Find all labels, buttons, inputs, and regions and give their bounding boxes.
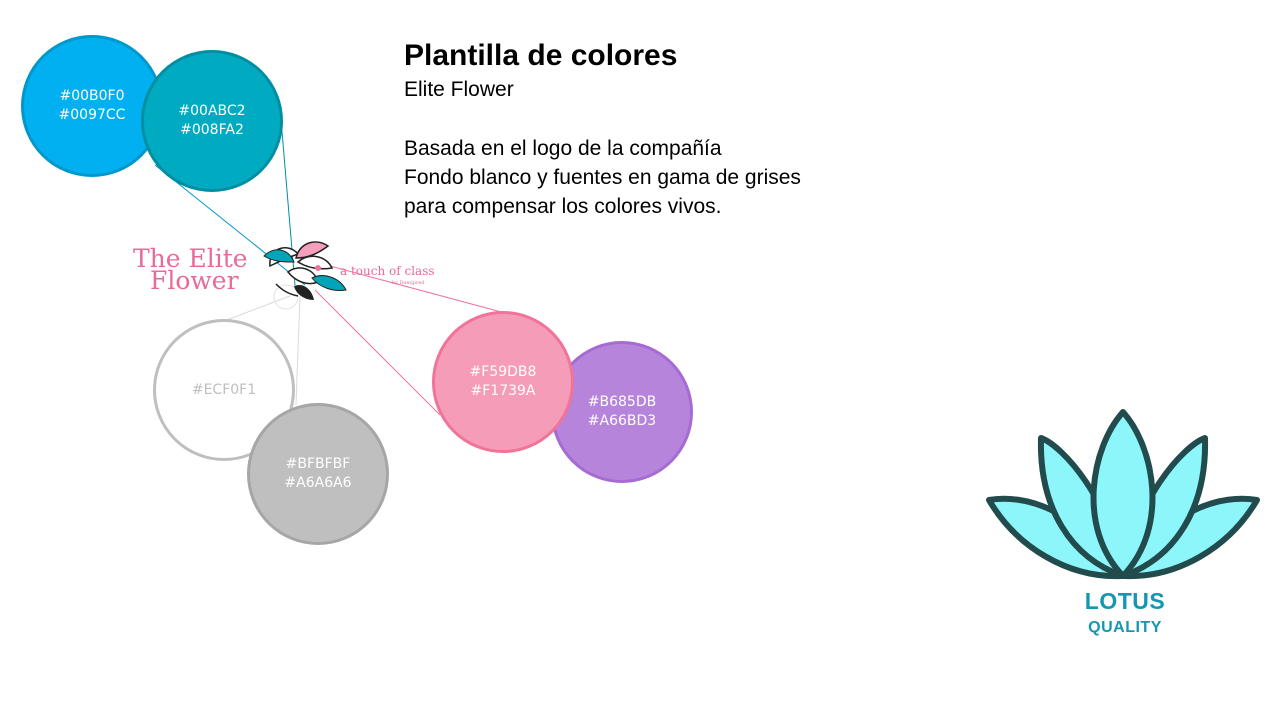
elite-flower-logo [130,236,440,312]
logo-text-line2: Flower [150,266,239,295]
swatch-gray-fill-label: #BFBFBF [285,456,351,472]
description-block [404,134,801,221]
swatch-teal-stroke-label: #008FA2 [180,122,244,138]
swatch-purple-fill-label: #B685DB [587,394,657,410]
lotus-icon [983,408,1263,583]
swatch-pink-stroke-label: #F1739A [470,383,536,399]
description-line: Fondo blanco y fuentes en gama de grises [404,166,801,189]
description-line: Basada en el logo de la compañía [404,137,722,160]
swatch-purple [551,341,693,483]
swatch-blue-stroke-label: #0097CC [58,107,126,123]
logo-tagline: a touch of class [340,264,435,278]
description-line: para compensar los colores vivos. [404,195,722,218]
brand-subtitle: QUALITY [1088,619,1162,636]
swatch-teal-fill-label: #00ABC2 [178,103,246,119]
connector-gray [296,296,300,405]
swatch-white-fill-label: #ECF0F1 [191,381,257,398]
swatch-gray-stroke-label: #A6A6A6 [284,475,352,491]
swatch-pink-fill-label: #F59DB8 [469,364,537,380]
swatch-blue-fill-label: #00B0F0 [59,88,125,104]
logo-byline: by Ilumipred [392,280,425,286]
swatch-pink [432,311,574,453]
swatch-gray [247,403,389,545]
swatch-purple-stroke-label: #A66BD3 [587,413,657,429]
brand-name: LOTUS [1084,588,1166,614]
page-title: Plantilla de colores [404,39,678,72]
page-subtitle: Elite Flower [404,78,514,101]
swatch-teal [141,50,283,192]
logo-text-line1: The Elite [133,244,248,273]
